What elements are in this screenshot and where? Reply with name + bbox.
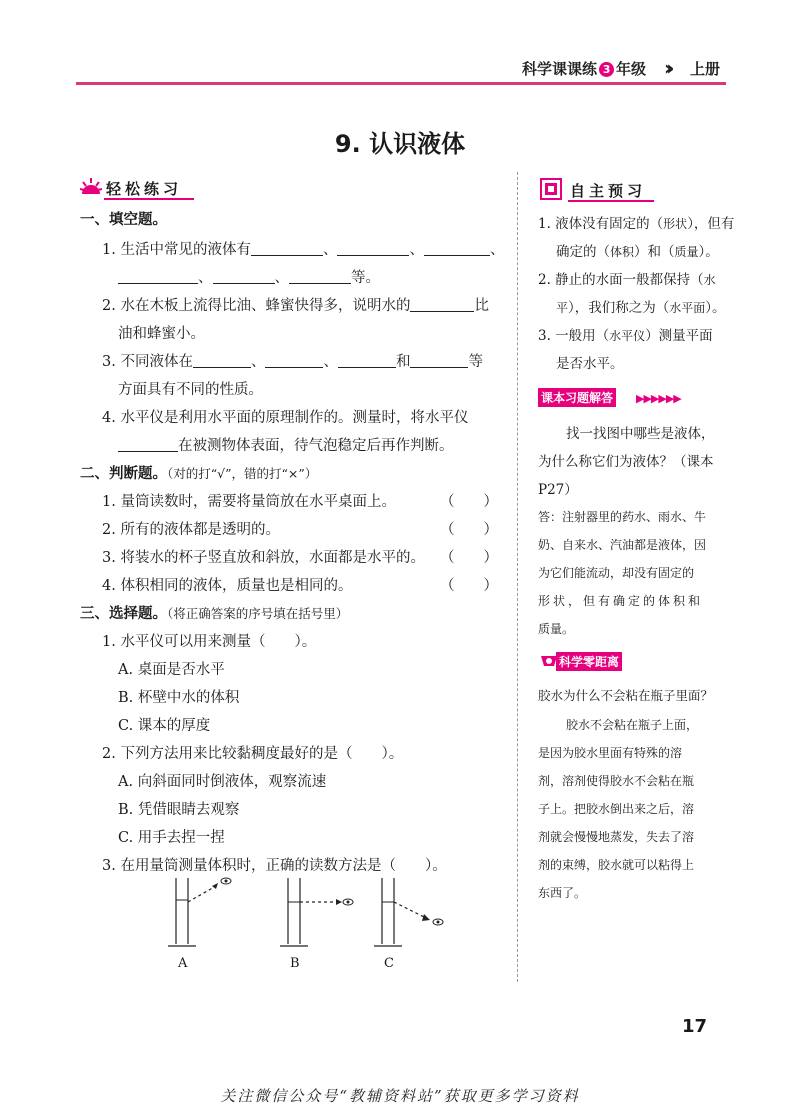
answer-paren[interactable]: （ ） <box>440 550 498 566</box>
q1-2-line2: 油和蜂蜜小。 <box>118 326 205 342</box>
science-p1: 胶水不会粘在瓶子上面， <box>566 718 699 732</box>
preview-header: 自主预习 <box>570 182 647 200</box>
answer-paren[interactable]: （ ） <box>440 494 498 510</box>
triangle-arrows-icon: ▶▶▶▶▶▶ <box>636 392 681 405</box>
grade-badge: 3 <box>599 62 614 77</box>
textbook-a2: 奶、自来水、汽油都是液体，因 <box>538 538 707 552</box>
header-rule <box>76 82 726 85</box>
textbook-a4: 形状，但有确定的体积和 <box>538 594 704 608</box>
choice-q3: 3. 在用量筒测量体积时，正确的读数方法是（ ）。 <box>102 858 447 874</box>
q1-3-line2: 方面具有不同的性质。 <box>118 382 263 398</box>
choice-option: C. 用手去捏一捏 <box>118 830 225 846</box>
section-judge-title: 二、判断题。（对的打“√”，错的打“×”） <box>80 466 318 482</box>
chevron-right-icon: ›› <box>664 56 669 80</box>
science-p4: 子上。把胶水倒出来之后，溶 <box>538 802 695 816</box>
square-icon <box>540 178 562 200</box>
q1-2-line1: 2. 水在木板上流得比油、蜂蜜快得多，说明水的 比 <box>102 298 489 314</box>
page-title: 9. 认识液体 <box>334 130 466 158</box>
footer-note: 关注微信公众号“教辅资料站”获取更多学习资料 <box>220 1087 580 1105</box>
judge-item: 4. 体积相同的液体，质量也是相同的。 <box>102 578 353 594</box>
science-p3: 剂，溶剂使得胶水不会粘在瓶 <box>538 774 695 788</box>
science-p7: 东西了。 <box>538 886 587 900</box>
fig-label-c: C <box>384 956 394 971</box>
practice-underline <box>104 198 194 200</box>
textbook-q3: P27） <box>538 482 578 498</box>
science-p5: 剂就会慢慢地蒸发，失去了溶 <box>538 830 695 844</box>
science-tag: 科学零距离 <box>556 652 622 671</box>
preview-3a: 3. 一般用（水平仪）测量平面 <box>538 328 713 344</box>
cylinder-figure <box>150 872 460 952</box>
q1-1-line2: 、 、 等。 <box>118 266 380 287</box>
textbook-q1: 找一找图中哪些是液体， <box>566 426 715 442</box>
practice-header: 轻松练习 <box>106 180 183 198</box>
preview-3b: 是否水平。 <box>556 356 624 372</box>
fig-label-a: A <box>178 956 188 971</box>
choice-q1: 1. 水平仪可以用来测量（ ）。 <box>102 634 317 650</box>
page-number: 17 <box>682 1016 708 1037</box>
q1-3-line1: 3. 不同液体在 、 、 和 等 <box>102 354 483 370</box>
textbook-q2: 为什么称它们为液体？（课本 <box>538 454 714 470</box>
textbook-a5: 质量。 <box>538 622 575 636</box>
fig-label-b: B <box>290 956 300 971</box>
choice-option: B. 凭借眼睛去观察 <box>118 802 240 818</box>
judge-item: 3. 将装水的杯子竖直放和斜放，水面都是水平的。 <box>102 550 425 566</box>
preview-1a: 1. 液体没有固定的（形状），但有 <box>538 216 735 232</box>
answer-paren[interactable]: （ ） <box>440 522 498 538</box>
preview-underline <box>568 200 654 202</box>
preview-1b: 确定的（体积）和（质量）。 <box>556 244 719 260</box>
judge-item: 1. 量筒读数时，需要将量筒放在水平桌面上。 <box>102 494 396 510</box>
section-choice-title: 三、选择题。（将正确答案的序号填在括号里） <box>80 606 349 622</box>
choice-option: A. 向斜面同时倒液体，观察流速 <box>118 774 327 790</box>
choice-option: B. 杯壁中水的体积 <box>118 690 240 706</box>
preview-2b: 平），我们称之为（水平面）。 <box>556 300 726 316</box>
textbook-a1: 答：注射器里的药水、雨水、牛 <box>538 510 707 524</box>
q1-4-line1: 4. 水平仪是利用水平面的原理制作的。测量时，将水平仪 <box>102 410 469 426</box>
choice-q2: 2. 下列方法用来比较黏稠度最好的是（ ）。 <box>102 746 404 762</box>
science-title: 胶水为什么不会粘在瓶子里面？ <box>538 688 714 703</box>
q1-1-line1: 1. 生活中常见的液体有 、 、 、 <box>102 242 505 258</box>
science-p2: 是因为胶水里面有特殊的溶 <box>538 746 683 760</box>
choice-option: C. 课本的厚度 <box>118 718 211 734</box>
textbook-tag: 课本习题解答 <box>538 388 616 407</box>
answer-paren[interactable]: （ ） <box>440 578 498 594</box>
textbook-a3: 为它们能流动，却没有固定的 <box>538 566 695 580</box>
judge-item: 2. 所有的液体都是透明的。 <box>102 522 280 538</box>
header-volume: 上册 <box>690 60 721 78</box>
section-fill-title: 一、填空题。 <box>80 212 167 228</box>
sun-icon <box>80 176 102 198</box>
header-book: 科学课课练 3 年级 <box>522 60 647 78</box>
q1-4-line2: 在被测物体表面，待气泡稳定后再作判断。 <box>118 434 454 455</box>
science-p6: 剂的束缚，胶水就可以粘得上 <box>538 858 695 872</box>
column-divider <box>517 172 518 982</box>
preview-2a: 2. 静止的水面一般都保持（水 <box>538 272 716 288</box>
choice-option: A. 桌面是否水平 <box>118 662 225 678</box>
